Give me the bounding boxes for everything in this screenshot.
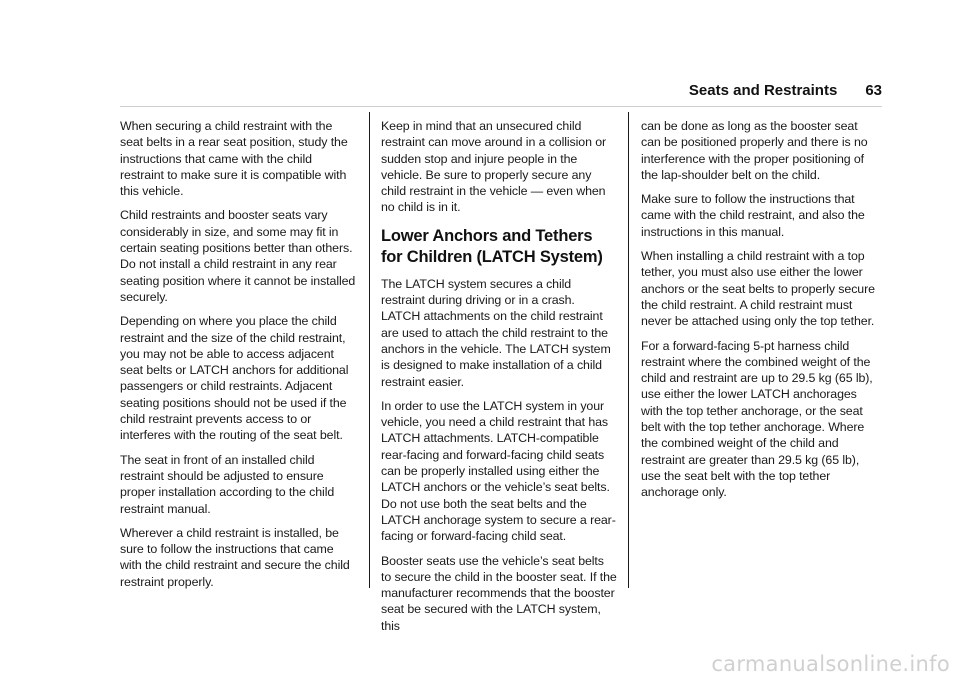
paragraph: Make sure to follow the instructions that came with the child restraint, and also the instructions in this manual. <box>641 192 865 239</box>
text-column-1 <box>120 118 356 598</box>
page-number: 63 <box>865 82 882 99</box>
paragraph: The seat in front of an installed child restraint should be adjusted to ensure proper installation according to the child restraint manual. <box>120 452 335 516</box>
paragraph: In order to use the LATCH system in your vehicle, you need a child restraint that has LATCH attachments. LATCH-compatible rear-facing and forward-facing child seats can be properly installed using either the LATCH anchors or the vehicle’s seat belts. Do not use both the seat belts and the LATCH anchorage system to secure a rear-facing or forward-facing child seat. <box>381 398 616 544</box>
paragraph: When installing a child restraint with a top tether, you must also use either the lower anchors or the seat belts to properly secure the child restraint. A child restraint must never be attached using only the top tether. <box>641 249 875 329</box>
paragraph: For a forward-facing 5-pt harness child restraint where the combined weight of the child and restraint are up to 29.5 kg (65 lb), use either the lower LATCH anchorages with the top tether anchorage, or the seat belt with the top tether anchorage. Where the combined weight of the child and restraint are greater than 29.5 kg (65 lb), use the seat belt with the top tether anchorage only. <box>641 338 873 500</box>
paragraph: Booster seats use the vehicle’s seat belts to secure the child in the booster seat. If the manufacturer recommends that the booster seat be secured with the LATCH system, this <box>381 553 617 633</box>
paragraph: When securing a child restraint with the seat belts in a rear seat position, study the instructions that came with the child restraint to make sure it is compatible with this vehicle. <box>120 119 348 199</box>
paragraph: can be done as long as the booster seat can be positioned properly and there is no interference with the proper positioning of the lap-shoulder belt on the child. <box>641 119 868 182</box>
text-column-3 <box>641 118 877 509</box>
section-title: Seats and Restraints <box>688 82 838 99</box>
header-divider <box>120 106 882 107</box>
section-heading: Lower Anchors and Tethers for Children (LATCH System) <box>381 226 603 266</box>
paragraph: Depending on where you place the child restraint and the size of the child restraint, you may not be able to access adjacent seat belts or LATCH anchors for additional passengers or child restraints. Adjacent seating positions should not be used if the child restraint prevents access to or interferes with the routing of the seat belt. <box>120 314 349 443</box>
text-column-2 <box>381 118 617 642</box>
paragraph: The LATCH system secures a child restraint during driving or in a crash. LATCH attachments on the child restraint are used to attach the child restraint to the anchors in the vehicle. The LATCH system is designed to make installation of a child restraint easier. <box>381 276 611 389</box>
paragraph: Wherever a child restraint is installed, be sure to follow the instructions that came with the child restraint and secure the child restraint properly. <box>120 525 350 589</box>
page-header <box>689 82 882 99</box>
paragraph: Keep in mind that an unsecured child restraint can move around in a collision or sudden stop and injure people in the vehicle. Be sure to properly secure any child restraint in the vehicle — even when no child is in it. <box>381 119 607 215</box>
paragraph: Child restraints and booster seats vary considerably in size, and some may fit in certain seating positions better than others. Do not install a child restraint in any rear seating position where it cannot be installed securely. <box>120 208 356 304</box>
watermark-text: carmanualsonline.info <box>711 652 950 676</box>
column-divider <box>628 112 629 588</box>
column-divider <box>369 112 370 588</box>
